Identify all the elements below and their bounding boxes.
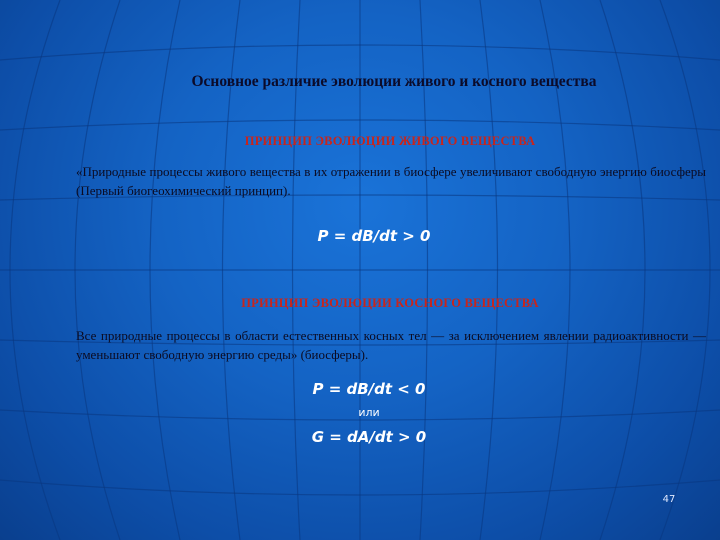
paragraph-living-matter: «Природные процессы живого вещества в их отражении в биосфере увеличивают свободную энергию биосферы (Первый биогеохимический принцип). bbox=[76, 164, 706, 198]
formula-living: P = dB/dt > 0 bbox=[317, 227, 431, 245]
heading-inert-matter-principle: ПРИНЦИП ЭВОЛЮЦИИ КОСНОГО ВЕЩЕСТВА bbox=[241, 296, 539, 310]
formula-inert-1: P = dB/dt < 0 bbox=[312, 380, 426, 398]
paragraph-inert-matter: Все природные процессы в области естественных косных тел — за исключением явлении радиоактивности — уменьшают свободную энергию среды» (биосферы). bbox=[76, 328, 706, 362]
slide-title: Основное различие эволюции живого и косного вещества bbox=[191, 73, 597, 90]
or-label: или bbox=[358, 406, 380, 419]
formula-inert-2: G = dA/dt > 0 bbox=[311, 428, 427, 446]
heading-living-matter-principle: ПРИНЦИП ЭВОЛЮЦИИ ЖИВОГО ВЕЩЕСТВА bbox=[244, 134, 536, 148]
page-number: 47 bbox=[662, 494, 676, 505]
